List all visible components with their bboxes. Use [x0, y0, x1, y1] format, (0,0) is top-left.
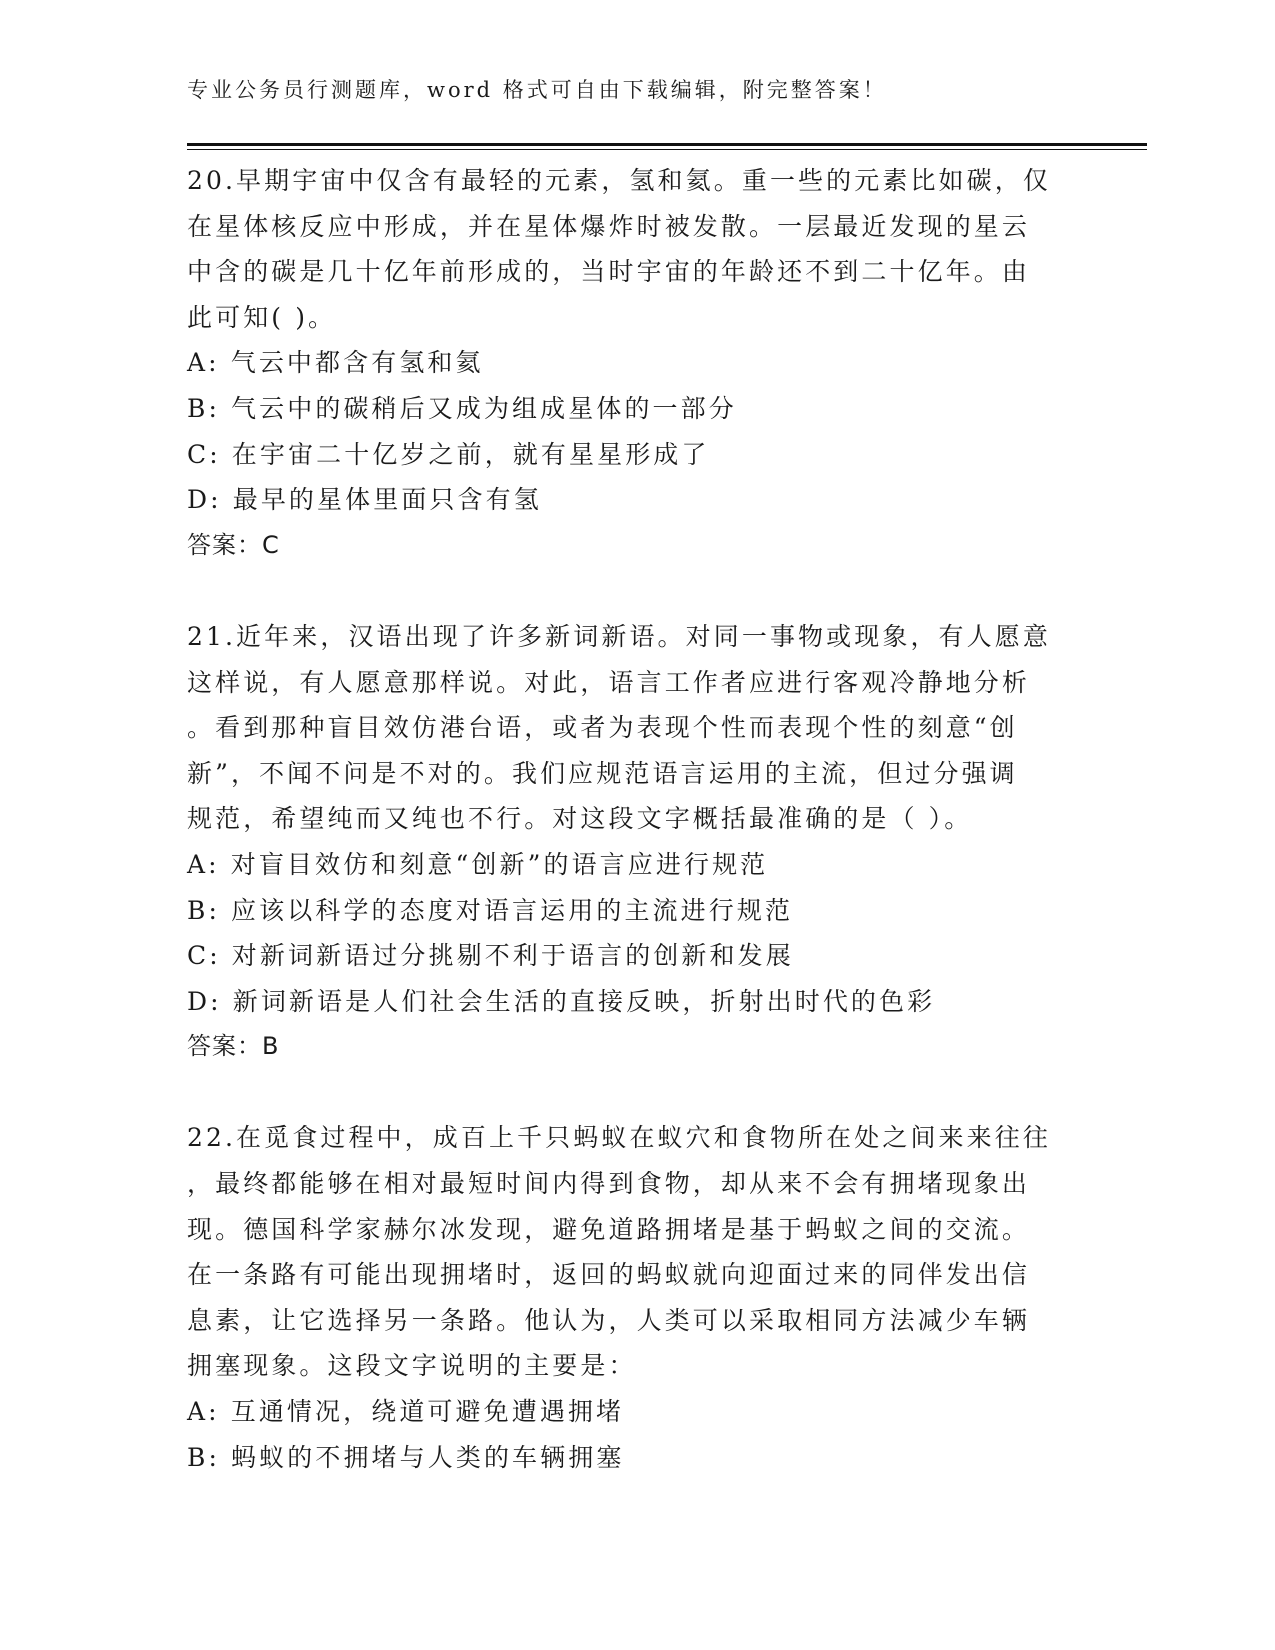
- option-b: B: 气云中的碳稍后又成为组成星体的一部分: [187, 393, 737, 423]
- option-b: B: 蚂蚁的不拥堵与人类的车辆拥塞: [187, 1442, 625, 1472]
- spacer: [187, 568, 1067, 614]
- question-stem-line: 现。德国科学家赫尔冰发现，避免道路拥堵是基于蚂蚁之间的交流。: [187, 1214, 1031, 1244]
- spacer: [187, 1070, 1067, 1116]
- answer-label: 答案：B: [187, 1032, 280, 1061]
- header-rule-thick: [187, 143, 1147, 146]
- option-b: B: 应该以科学的态度对语言运用的主流进行规范: [187, 895, 794, 925]
- question-stem-line: 22.在觅食过程中，成百上千只蚂蚁在蚁穴和食物所在处之间来来往往: [187, 1123, 1051, 1153]
- question-stem-line: 此可知( )。: [187, 302, 337, 332]
- question-stem-line: 在一条路有可能出现拥堵时，返回的蚂蚁就向迎面过来的同伴发出信: [187, 1260, 1031, 1290]
- question-stem-line: 在星体核反应中形成，并在星体爆炸时被发散。一层最近发现的星云: [187, 211, 1031, 241]
- question-stem-line: ，最终都能够在相对最短时间内得到食物，却从来不会有拥堵现象出: [187, 1169, 1031, 1199]
- option-c: C: 对新词新语过分挑剔不利于语言的创新和发展: [187, 941, 794, 971]
- option-a: A: 互通情况，绕道可避免遭遇拥堵: [187, 1397, 625, 1427]
- option-a: A: 对盲目效仿和刻意“创新”的语言应进行规范: [187, 849, 769, 879]
- question-stem-line: 中含的碳是几十亿年前形成的，当时宇宙的年龄还不到二十亿年。由: [187, 257, 1031, 287]
- question-21: [187, 614, 1067, 1070]
- question-stem-line: 20.早期宇宙中仅含有最轻的元素，氢和氦。重一些的元素比如碳，仅: [187, 166, 1051, 195]
- option-d: D: 最早的星体里面只含有氢: [187, 485, 542, 515]
- page-header: 专业公务员行测题库，word 格式可自由下载编辑，附完整答案！: [187, 78, 887, 102]
- option-a: A: 气云中都含有氢和氦: [187, 348, 484, 378]
- question-stem-line: 规范，希望纯而又纯也不行。对这段文字概括最准确的是（ ）。: [187, 804, 973, 834]
- header-rule-thin: [187, 149, 1147, 150]
- question-stem-line: 息素，让它选择另一条路。他认为，人类可以采取相同方法减少车辆: [187, 1305, 1031, 1335]
- question-stem-line: 21.近年来，汉语出现了许多新词新语。对同一事物或现象，有人愿意: [187, 621, 1051, 651]
- question-stem-line: 。看到那种盲目效仿港台语，或者为表现个性而表现个性的刻意“创: [187, 713, 1018, 743]
- question-stem-line: 新”，不闻不问是不对的。我们应规范语言运用的主流，但过分强调: [187, 758, 1018, 788]
- question-stem-line: 这样说，有人愿意那样说。对此，语言工作者应进行客观冷静地分析: [187, 667, 1031, 697]
- question-20: [187, 158, 1067, 568]
- answer-label: 答案：C: [187, 530, 280, 559]
- option-d: D: 新词新语是人们社会生活的直接反映，折射出时代的色彩: [187, 986, 936, 1016]
- question-list: [187, 158, 1067, 1480]
- question-stem-line: 拥塞现象。这段文字说明的主要是：: [187, 1351, 637, 1381]
- option-c: C: 在宇宙二十亿岁之前，就有星星形成了: [187, 439, 710, 469]
- question-22: [187, 1115, 1067, 1480]
